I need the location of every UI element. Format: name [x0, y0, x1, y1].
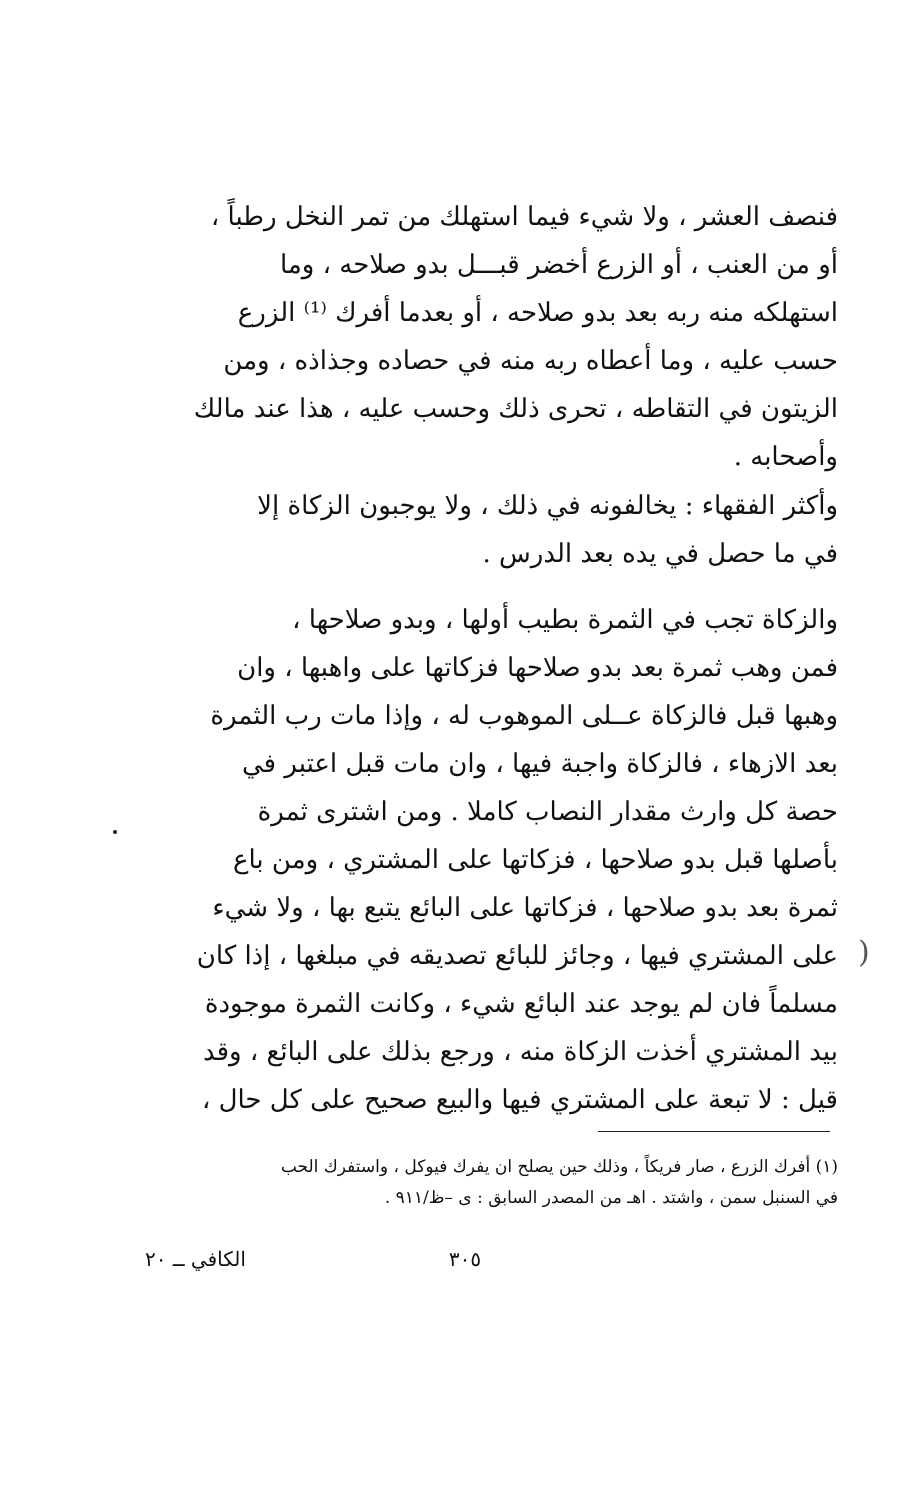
- text-line: وأصحابه .: [733, 442, 838, 472]
- paragraph-1: [158, 193, 838, 481]
- text-line: فنصف العشر ، ولا شيء فيما استهلك من تمر النخل رطباً ،: [210, 202, 838, 232]
- footnote-divider: [598, 1131, 830, 1132]
- text-line: أو من العنب ، أو الزرع أخضر قبـــل بدو صلاحه ، وما: [279, 250, 838, 280]
- footnotes: [158, 1152, 838, 1214]
- margin-bracket-mark: ): [858, 935, 870, 970]
- footnote-line: في السنبل سمن ، واشتد . اهـ من المصدر السابق : ى –ظ/٩١١ .: [384, 1188, 838, 1208]
- text-line: حسب عليه ، وما أعطاه ربه منه في حصاده وجذاذه ، ومن: [223, 346, 838, 376]
- scan-speck-mark: [113, 830, 117, 834]
- text-line: على المشتري فيها ، وجائز للبائع تصديقه في مبلغها ، إذا كان: [196, 941, 838, 971]
- page-number: ٣٠٥: [448, 1247, 482, 1271]
- text-line: حصة كل وارث مقدار النصاب كاملا . ومن اشترى ثمرة: [257, 797, 838, 827]
- text-line: بيد المشتري أخذت الزكاة منه ، ورجع بذلك على البائع ، وقد: [202, 1037, 838, 1067]
- text-line: في ما حصل في يده بعد الدرس .: [482, 539, 838, 569]
- footnote-line: (١) أفرك الزرع ، صار فريكاً ، وذلك حين يصلح ان يفرك فيوكل ، واستفرك الحب: [280, 1157, 838, 1177]
- text-line: قيل : لا تبعة على المشتري فيها والبيع صحيح على كل حال ،: [201, 1085, 838, 1115]
- text-line: وهبها قبل فالزكاة عــلى الموهوب له ، وإذا مات رب الثمرة: [210, 701, 838, 731]
- text-line: ثمرة بعد بدو صلاحها ، فزكاتها على البائع يتبع بها ، ولا شيء: [212, 893, 838, 923]
- paragraph-2: [158, 482, 838, 578]
- text-line: استهلكه منه ربه بعد بدو صلاحه ، أو بعدما أفرك ⁽¹⁾ الزرع: [237, 298, 838, 328]
- text-line: فمن وهب ثمرة بعد بدو صلاحها فزكاتها على واهبها ، وان: [237, 653, 838, 683]
- text-line: مسلماً فان لم يوجد عند البائع شيء ، وكانت الثمرة موجودة: [204, 989, 838, 1019]
- text-line: بعد الازهاء ، فالزكاة واجبة فيها ، وان مات قبل اعتبر في: [242, 749, 838, 779]
- text-line: بأصلها قبل بدو صلاحها ، فزكاتها على المشتري ، ومن باع: [232, 845, 838, 875]
- text-line: الزيتون في التقاطه ، تحرى ذلك وحسب عليه ، هذا عند مالك: [193, 394, 838, 424]
- paragraph-3: [158, 596, 838, 1124]
- text-line: والزكاة تجب في الثمرة بطيب أولها ، وبدو صلاحها ،: [292, 605, 838, 635]
- printer-signature: الكافي ــ ٢٠: [145, 1247, 246, 1271]
- text-line: وأكثر الفقهاء : يخالفونه في ذلك ، ولا يوجبون الزكاة إلا: [257, 491, 838, 521]
